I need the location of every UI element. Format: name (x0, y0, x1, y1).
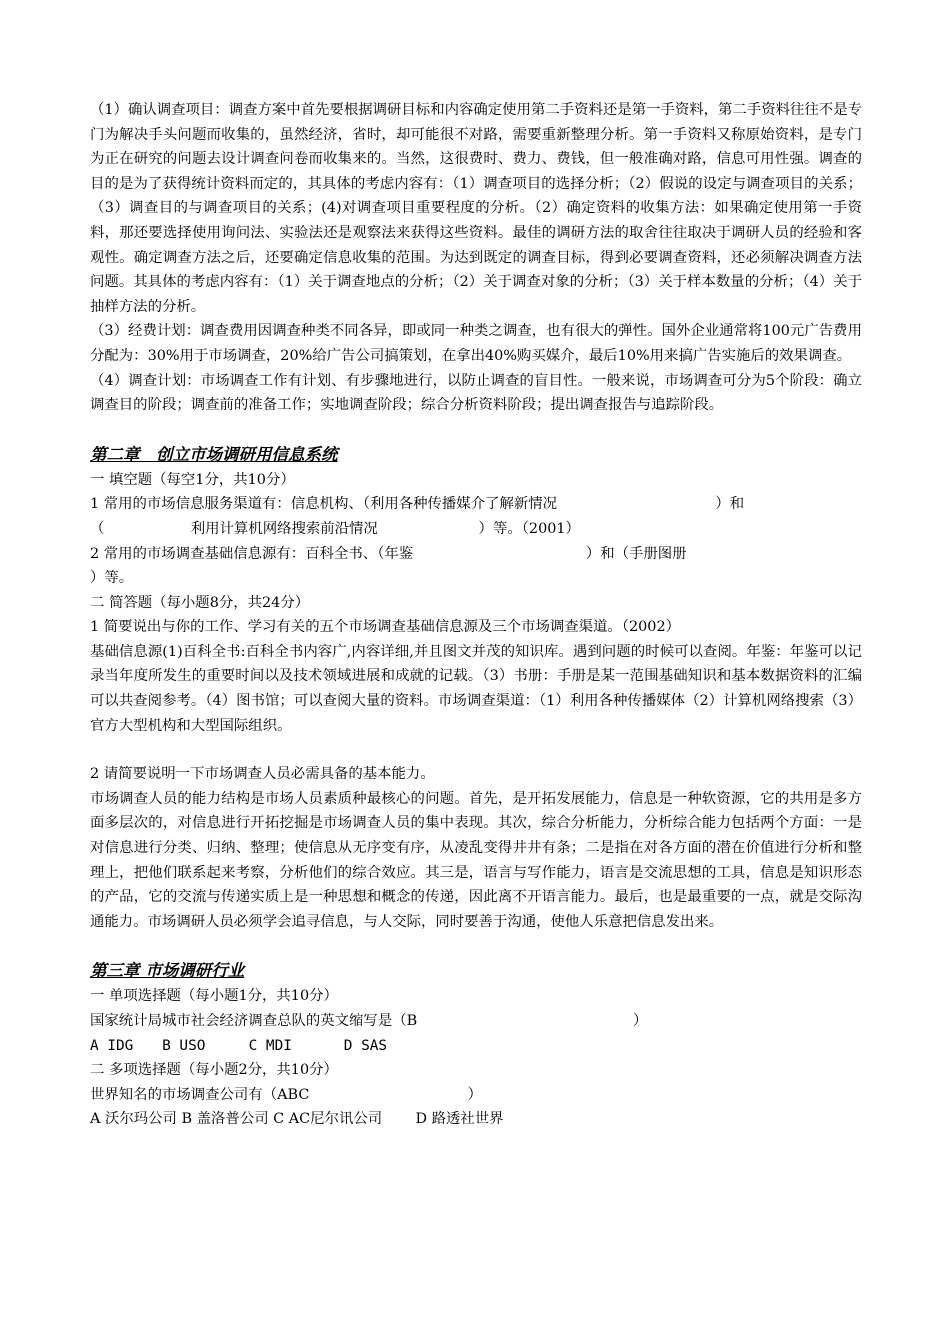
single-choice-q1-options: A IDG B USO C MDI D SAS (90, 1037, 388, 1054)
short-answer-q1: 1 简要说出与你的工作、学习有关的五个市场调查基础信息源及三个市场调查渠道。（2002） (90, 619, 680, 636)
fill-blank-section-title: 一 填空题（每空1分，共10分） (90, 471, 295, 488)
multi-choice-q2-options: A 沃尔玛公司 B 盖洛普公司 C AC尼尔讯公司 D 路透社世界 (90, 1111, 504, 1128)
short-answer-a2: 市场调查人员的能力结构是市场人员素质种最核心的问题。首先，是开拓发展能力，信息是一种软资源，它的共用是多方面多层次的，对信息进行开拓挖掘是市场调查人员的集中表现。其次，综合分析能力，分析综合能力包括两个方面：一是对信息进行分类、归纳、整理；使信息从无序变有序，从凌乱变得井井有条；二是指在对各方面的潜在价值进行分析和整理上，把他们联系起来考察，分析他们的综合效应。其三是，语言与写作能力，语言是交流思想的工具，信息是知识形态的产品，它的交流与传递实质上是一种思想和概念的传递，因此离不开语言能力。最后，也是最重要的一点，就是交际沟通能力。市场调研人员必须学会追寻信息，与人交际，同时要善于沟通，使他人乐意把信息发出来。 (90, 790, 862, 930)
chapter-2-title: 第二章 创立市场调研用信息系统 (90, 444, 338, 464)
spacer (90, 418, 862, 442)
short-answer-a1: 基础信息源(1)百科全书:百科全书内容广,内容详细,并且图文并茂的知识库。遇到问题的时候可以查阅。年鉴：年鉴可以记录当年度所发生的重要时间以及技术领域进展和成就的记载。（3）书册：手册是某一范围基础知识和基本数据资料的汇编可以共查阅参考。（4）图书馆；可以查阅大量的资料。市场调查渠道：（1）利用各种传播媒体（2）计算机网络搜索（3）官方大型机构和大型国际组织。 (90, 643, 862, 734)
fill-blank-q2-line2: ）等。 (90, 570, 134, 587)
single-choice-section-title: 一 单项选择题（每小题1分，共10分） (90, 988, 338, 1005)
spacer (90, 738, 862, 762)
multi-choice-q2: 世界知名的市场调查公司有（ABC ） (90, 1086, 483, 1103)
spacer (90, 934, 862, 958)
fill-blank-q1-line2: （ 利用计算机网络搜索前沿情况 ）等。（2001） (90, 520, 580, 537)
document-page (90, 98, 862, 1132)
chapter-3-title: 第三章 市场调研行业 (90, 961, 245, 981)
paragraph-survey-items: （1）确认调查项目：调查方案中首先要根据调研目标和内容确定使用第二手资料还是第一手资料，第二手资料往往不是专门为解决手头问题而收集的，虽然经济，省时，却可能很不对路，需要重新整理分析。第一手资料又称原始资料，是专门为正在研究的问题去设计调查问卷而收集来的。当然，这很费时、费力、费钱，但一般准确对路，信息可用性强。调查的目的是为了获得统计资料而定的，其具体的考虑内容有：（1）调查项目的选择分析；（2）假说的设定与调查项目的关系；（3）调查目的与调查项目的关系；(4)对调查项目重要程度的分析。（2）确定资料的收集方法：如果确定使用第一手资料，那还要选择使用询问法、实验法还是观察法来获得这些资料。最佳的调研方法的取舍往往取决于调研人员的经验和客观性。确定调查方法之后，还要确定信息收集的范围。为达到既定的调查目标，得到必要调查资料，还必须解决调查方法问题。其具体的考虑内容有：（1）关于调查地点的分析；（2）关于调查对象的分析；（3）关于样本数量的分析；（4）关于抽样方法的分析。 (90, 102, 862, 315)
fill-blank-q2-line1: 2 常用的市场调查基础信息源有：百科全书、（年鉴 ）和（手册图册 (90, 545, 687, 562)
fill-blank-q1-line1: 1 常用的市场信息服务渠道有：信息机构、（利用各种传播媒介了解新情况 ）和 (90, 496, 745, 513)
short-answer-section-title: 二 简答题（每小题8分，共24分） (90, 594, 310, 611)
multi-choice-section-title: 二 多项选择题（每小题2分，共10分） (90, 1062, 338, 1079)
paragraph-budget-plan: （3）经费计划：调查费用因调查种类不同各异，即或同一种类之调查，也有很大的弹性。国外企业通常将100元广告费用分配为：30%用于市场调查，20%给广告公司搞策划，在拿出40%购买媒介，最后10%用来搞广告实施后的效果调查。 (90, 323, 862, 364)
single-choice-q1: 国家统计局城市社会经济调查总队的英文缩写是（B ） (90, 1013, 648, 1029)
paragraph-survey-plan: （4）调查计划：市场调查工作有计划、有步骤地进行，以防止调查的盲目性。一般来说，市场调查可分为5个阶段：确立调查目的阶段；调查前的准备工作；实地调查阶段；综合分析资料阶段；提出调查报告与追踪阶段。 (90, 372, 862, 414)
short-answer-q2: 2 请简要说明一下市场调查人员必需具备的基本能力。 (90, 766, 435, 783)
